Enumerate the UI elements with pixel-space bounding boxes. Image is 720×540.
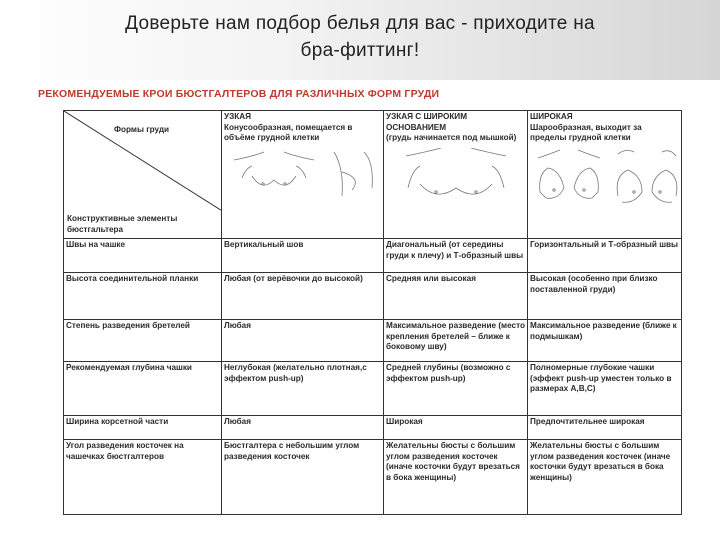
wide-base-breast-figure-icon xyxy=(386,148,526,208)
table-cell: Любая xyxy=(222,320,384,362)
table-cell: Высокая (особенно при близко поставленной груди) xyxy=(528,273,682,320)
table-row xyxy=(64,416,682,440)
table-row xyxy=(64,239,682,273)
table-header-row xyxy=(64,111,682,239)
table-cell: Средняя или высокая xyxy=(384,273,528,320)
wide-breast-figure-icon xyxy=(530,148,680,208)
row-label: Угол разведения косточек на чашечках бюстгалтеров xyxy=(64,440,222,515)
table-cell: Любая (от верёвочки до высокой) xyxy=(222,273,384,320)
table-cell: Желательны бюсты с большим углом разведения косточек (иначе косточки будут врезаться в бока женщины) xyxy=(384,440,528,515)
table-cell: Вертикальный шов xyxy=(222,239,384,273)
row-label: Ширина корсетной части xyxy=(64,416,222,440)
column-description: Шарообразная, выходит за пределы грудной клетки xyxy=(530,122,642,142)
table-heading: РЕКОМЕНДУЕМЫЕ КРОИ БЮСТГАЛТЕРОВ ДЛЯ РАЗЛИЧНЫХ ФОРМ ГРУДИ xyxy=(38,88,440,100)
column-description: Конусообразная, помещается в объёме грудной клетки xyxy=(224,122,353,142)
narrow-breast-figure-icon xyxy=(224,148,379,208)
column-title: ШИРОКАЯ xyxy=(530,112,573,121)
column-title: УЗКАЯ xyxy=(224,112,252,121)
table-cell: Диагональный (от середины груди к плечу) и Т-образный швы xyxy=(384,239,528,273)
corner-label-elements: Конструктивные элементы бюстгальтера xyxy=(67,214,178,234)
column-title: УЗКАЯ С ШИРОКИМ ОСНОВАНИЕМ xyxy=(386,112,468,132)
table-row xyxy=(64,320,682,362)
table-row xyxy=(64,362,682,416)
table-row xyxy=(64,273,682,320)
corner-cell xyxy=(64,111,222,239)
row-label: Высота соединительной планки xyxy=(64,273,222,320)
column-header-narrow xyxy=(222,111,384,239)
column-header-wide xyxy=(528,111,682,239)
table-cell: Предпочтительнее широкая xyxy=(528,416,682,440)
table-cell: Широкая xyxy=(384,416,528,440)
table-cell: Бюстгалтера с небольшим углом разведения косточек xyxy=(222,440,384,515)
table-cell: Горизонтальный и Т-образный швы xyxy=(528,239,682,273)
column-header-narrow-wide-base xyxy=(384,111,528,239)
table-cell: Средней глубины (возможно с эффектом push-up) xyxy=(384,362,528,416)
table-cell: Любая xyxy=(222,416,384,440)
table-cell: Полномерные глубокие чашки (эффект push-up уместен только в размерах А,В,С) xyxy=(528,362,682,416)
corner-label-shapes: Формы груди xyxy=(114,125,170,134)
table-cell: Максимальное разведение (место крепления бретелей – ближе к боковому шву) xyxy=(384,320,528,362)
slide-title-line-2: бра-фиттинг! xyxy=(300,40,420,61)
row-label: Швы на чашке xyxy=(64,239,222,273)
slide-title-line-1: Доверьте нам подбор белья для вас - приходите на xyxy=(125,13,595,34)
table-cell: Желательны бюсты с большим углом разведения косточек (иначе косточки будут врезаться в бока женщины) xyxy=(528,440,682,515)
table-row xyxy=(64,440,682,515)
bra-cut-table xyxy=(63,110,682,515)
row-label: Степень разведения бретелей xyxy=(64,320,222,362)
column-description: (грудь начинается под мышкой) xyxy=(386,133,517,142)
table-cell: Максимальное разведение (ближе к подмышкам) xyxy=(528,320,682,362)
slide-title xyxy=(20,10,700,64)
table-cell: Неглубокая (желательно плотная,с эффектом push-up) xyxy=(222,362,384,416)
row-label: Рекомендуемая глубина чашки xyxy=(64,362,222,416)
